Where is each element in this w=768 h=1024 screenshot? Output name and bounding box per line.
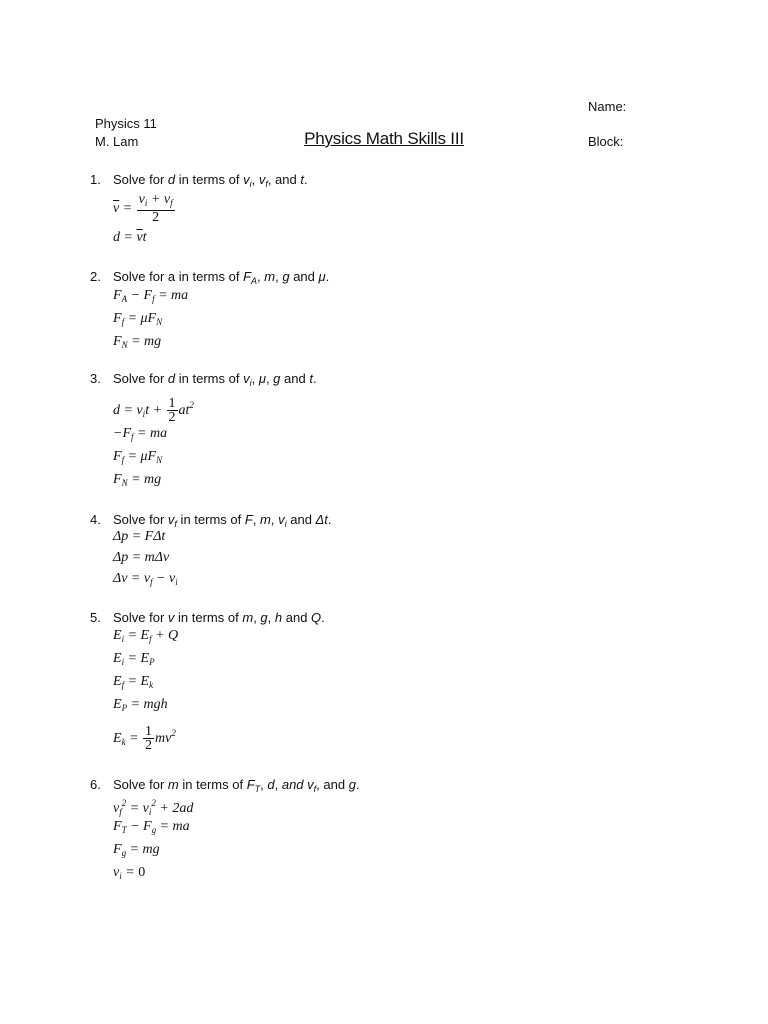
question-number: 5. bbox=[90, 610, 101, 625]
equation: $F_f = \mu F_N$ bbox=[113, 311, 163, 327]
question-prompt: Solve for a in terms of $F_A$, m, g and μ. bbox=[113, 269, 330, 286]
equations-6 bbox=[113, 792, 193, 884]
equation: $-F_f$ = ma bbox=[113, 426, 168, 442]
equations-2 bbox=[113, 284, 188, 353]
question-number: 4. bbox=[90, 512, 101, 527]
equation: $F_T - F_g$ = ma bbox=[113, 819, 190, 835]
equation: $F_N$ = mg bbox=[113, 334, 162, 350]
question-number: 6. bbox=[90, 777, 101, 792]
equations-3 bbox=[113, 388, 194, 491]
equation: $d = \overline{v}t$ bbox=[113, 230, 147, 245]
equation: $E_i = E_f + Q$ bbox=[113, 628, 179, 644]
equation: $E_i = E_P$ bbox=[113, 651, 155, 667]
question-number: 3. bbox=[90, 371, 101, 386]
equation: $F_f = \mu F_N$ bbox=[113, 449, 163, 465]
equation: Δp = FΔt bbox=[113, 529, 166, 544]
question-number: 2. bbox=[90, 269, 101, 284]
equation: $F_g$ = mg bbox=[113, 842, 160, 858]
question-number: 1. bbox=[90, 172, 101, 187]
equation: $E_f = E_k$ bbox=[113, 674, 154, 690]
equation: $E_P$ = mgh bbox=[113, 697, 168, 713]
name-label: Name: bbox=[588, 99, 627, 114]
equation: $E_k$ = $\frac{1}{2}$ $mv^2$ bbox=[113, 724, 176, 754]
question-prompt: Solve for m in terms of $F_T$, d, and $v_f$, and g. bbox=[113, 777, 360, 794]
question-prompt: Solve for v in terms of m, g, h and Q. bbox=[113, 610, 325, 625]
question-1 bbox=[90, 171, 308, 193]
equation: $\overline{v}$ = $\frac{v_i + v_f}{2}$ bbox=[113, 192, 173, 226]
teacher-label: M. Lam bbox=[95, 134, 139, 149]
equation: $v_f^2 = v_i^2 + 2ad$ bbox=[113, 798, 194, 817]
equation: $\Delta v = v_f - v_i$ bbox=[113, 571, 178, 587]
equation: $F_N$ = mg bbox=[113, 472, 162, 488]
course-label: Physics 11 bbox=[95, 116, 157, 131]
equation: $F_A - F_f$ = ma bbox=[113, 288, 189, 304]
equations-4 bbox=[113, 526, 178, 589]
equations-1 bbox=[113, 192, 176, 249]
page-title: Physics Math Skills III bbox=[304, 129, 464, 148]
block-label: Block: bbox=[588, 134, 624, 149]
equation: Δp = mΔv bbox=[113, 550, 170, 565]
question-prompt: Solve for d in terms of $v_i$, $v_f$, and t. bbox=[113, 172, 308, 189]
question-prompt: Solve for d in terms of $v_i$, μ, g and t. bbox=[113, 371, 317, 388]
equation: $d = v_it$ + $\frac{1}{2}$ $at^2$ bbox=[113, 396, 194, 426]
equation: $v_i = 0$ bbox=[113, 865, 146, 881]
question-prompt: Solve for $v_f$ in terms of F, m, $v_i$ and Δt. bbox=[113, 512, 332, 529]
equations-5 bbox=[113, 624, 179, 754]
